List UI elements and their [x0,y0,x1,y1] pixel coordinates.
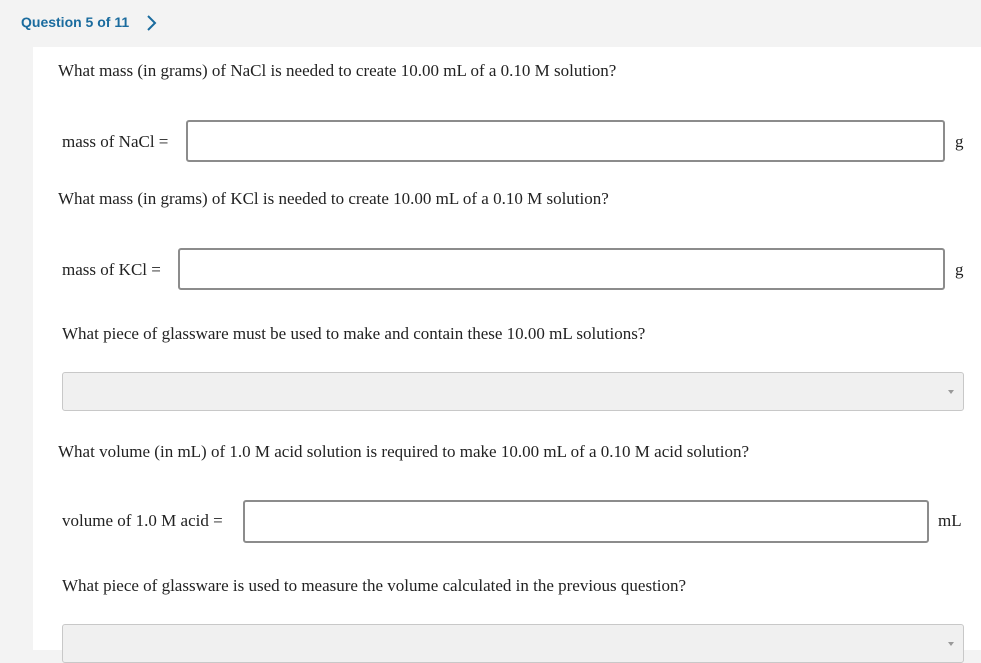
question-glassware-measure-prompt: What piece of glassware is used to measure the volume calculated in the previous question? [62,576,687,595]
question-nacl-prompt: What mass (in grams) of NaCl is needed to create 10.00 mL of a 0.10 M solution? [58,61,617,80]
kcl-mass-label: mass of KCl = [62,260,161,279]
nacl-mass-unit: g [955,132,964,151]
nacl-mass-input[interactable] [186,120,945,162]
question-kcl-prompt: What mass (in grams) of KCl is needed to create 10.00 mL of a 0.10 M solution? [58,189,609,208]
acid-volume-input[interactable] [243,500,929,543]
glassware-contain-select[interactable] [62,372,964,411]
acid-volume-unit: mL [938,511,962,530]
chevron-right-icon [145,13,159,33]
kcl-mass-unit: g [955,260,964,279]
next-question-button[interactable] [145,13,159,33]
question-acid-volume-prompt: What volume (in mL) of 1.0 M acid solution is required to make 10.00 mL of a 0.10 M acid solution? [58,442,750,461]
glassware-measure-select[interactable] [62,624,964,663]
question-panel [33,47,981,650]
question-glassware-contain-prompt: What piece of glassware must be used to make and contain these 10.00 mL solutions? [62,324,646,343]
nacl-mass-label: mass of NaCl = [62,132,169,151]
question-header [0,0,981,46]
caret-down-icon [948,642,954,646]
kcl-mass-input[interactable] [178,248,945,290]
acid-volume-label: volume of 1.0 M acid = [62,511,223,530]
caret-down-icon [948,390,954,394]
question-counter: Question 5 of 11 [21,14,130,30]
